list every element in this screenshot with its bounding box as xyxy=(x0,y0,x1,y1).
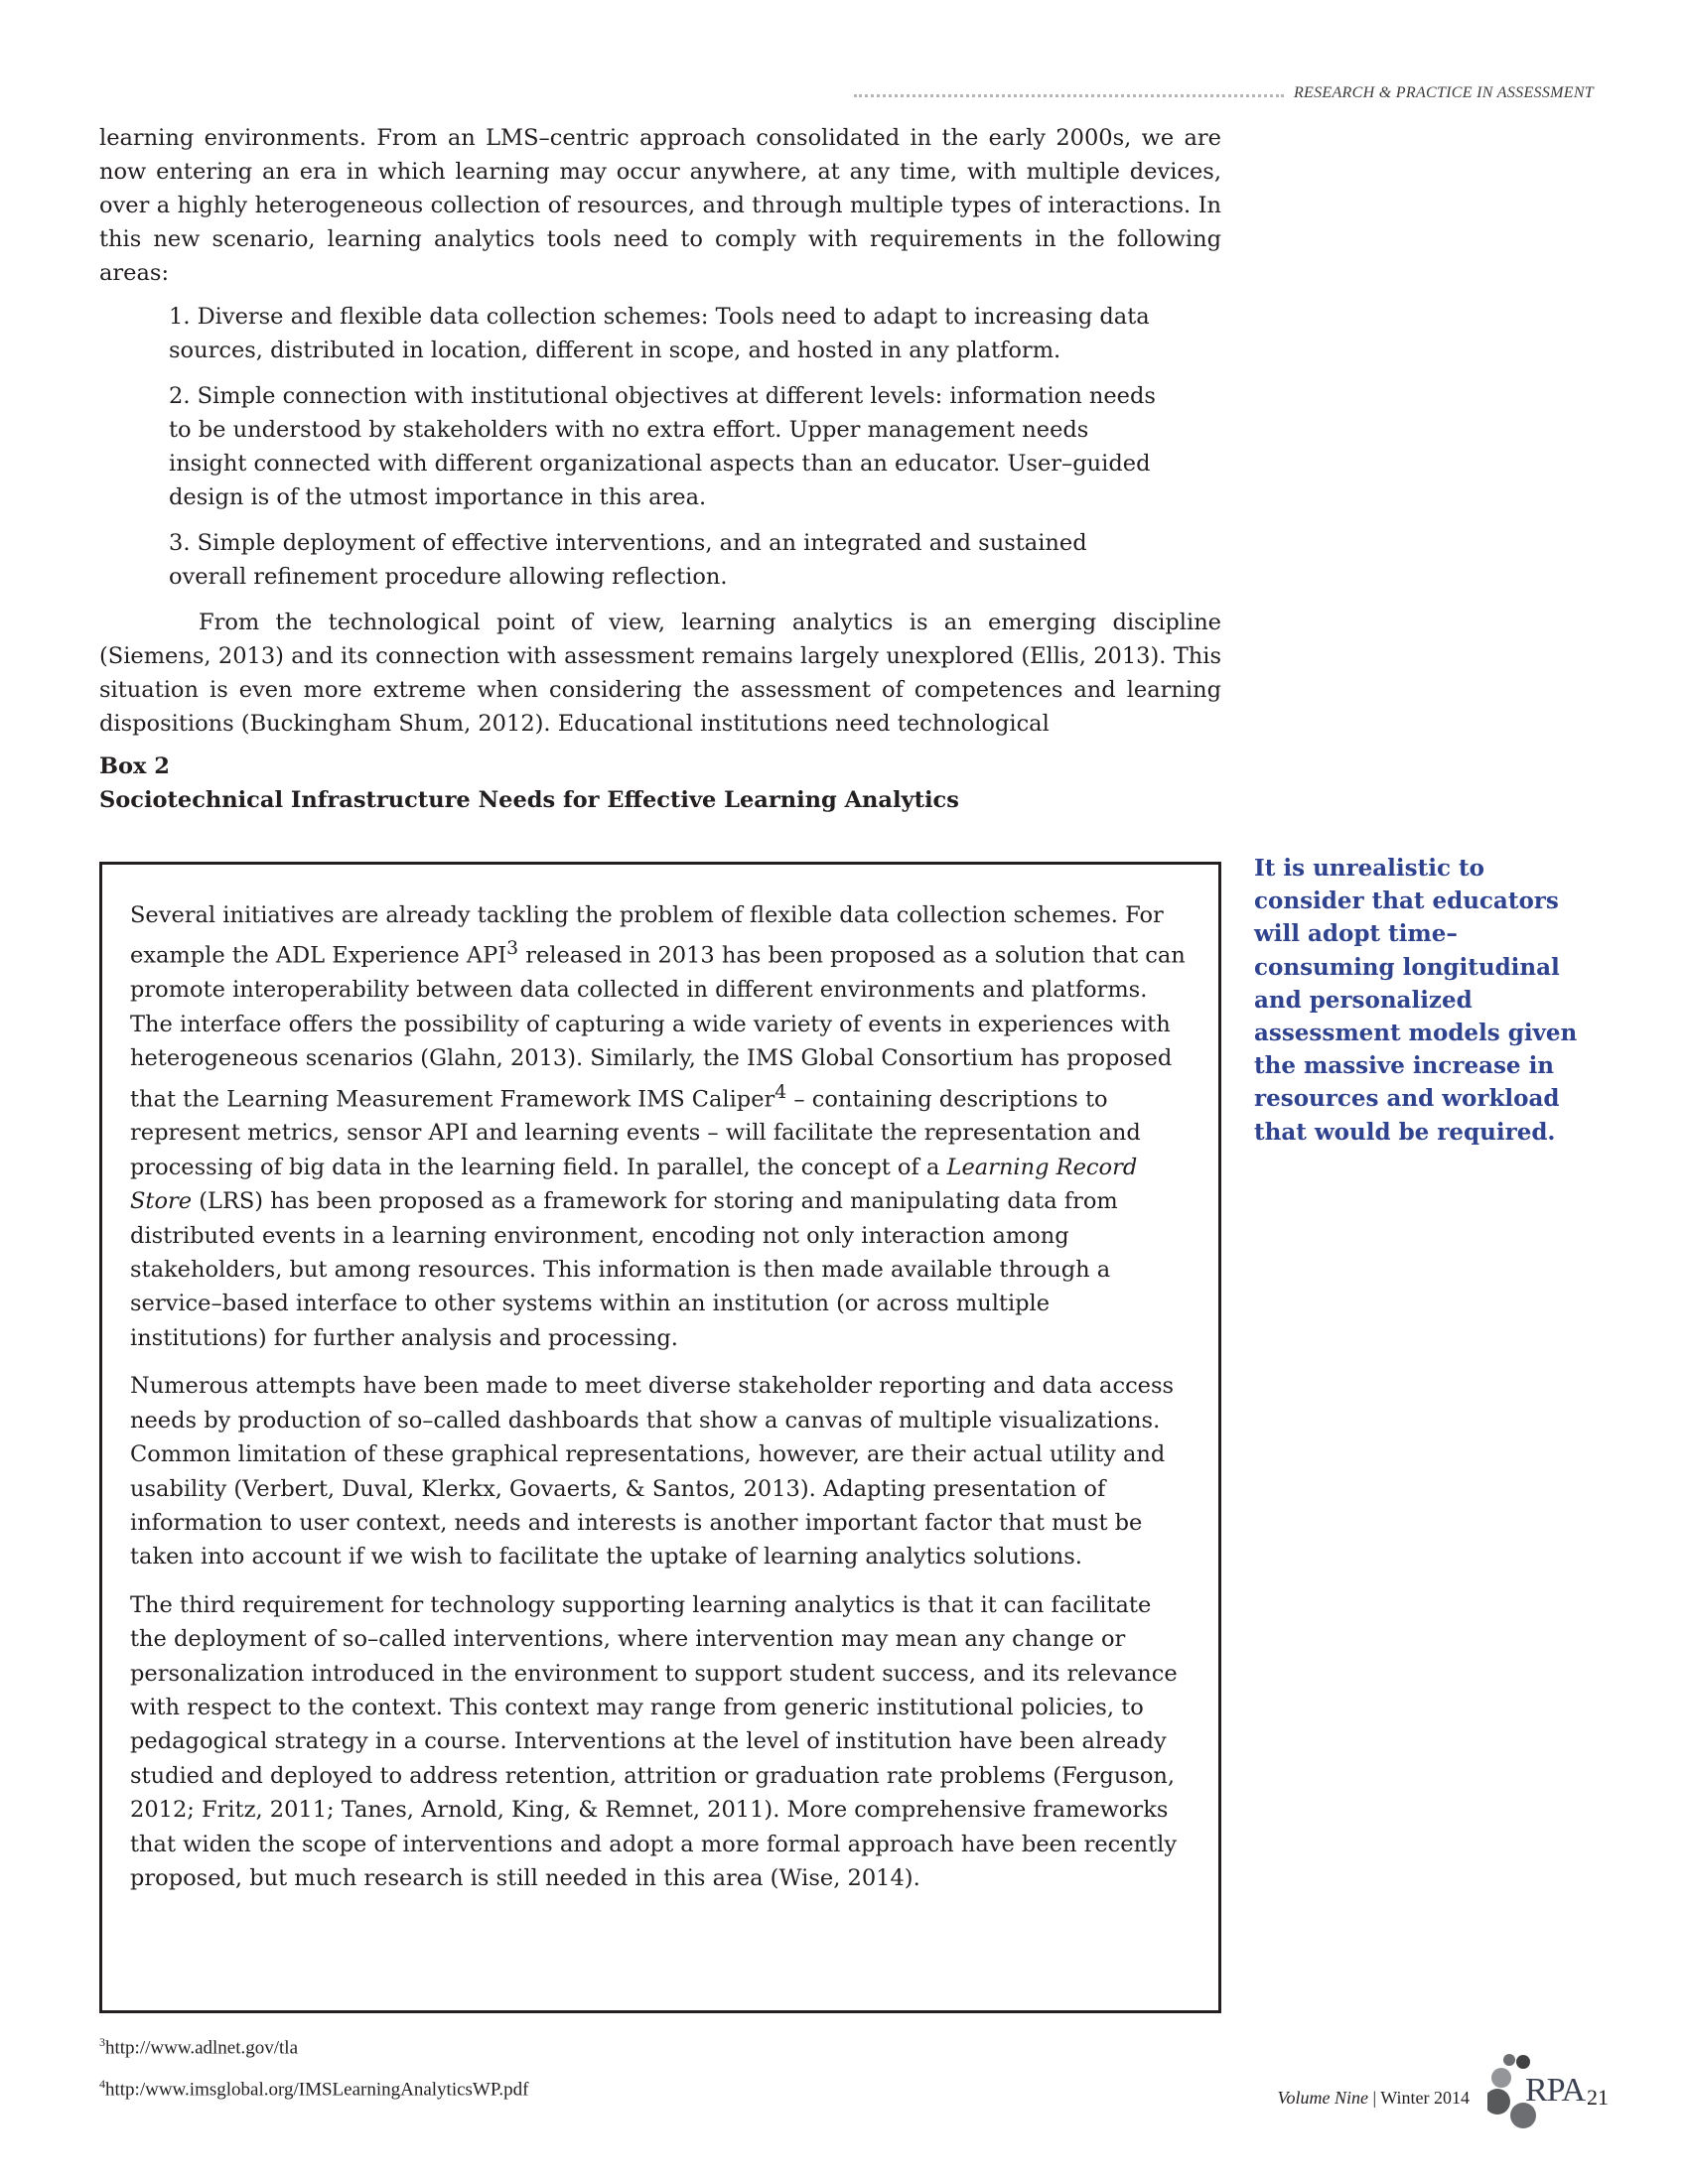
body-paragraph-1: learning environments. From an LMS–centric approach consolidated in the early 2000s, we are now entering an era in which learning may occur anywhere, at any time, with multiple devices, over a highly heterogeneous collection of resources, and through multiple types of interactions. In this new scenario, learning analytics tools need to comply with requirements in the following areas: xyxy=(99,125,1221,286)
footnote-ref-4: 4 xyxy=(774,1081,787,1103)
box-label: Box 2 xyxy=(99,753,170,779)
box-p1-text-b: released in 2013 has been proposed as a solution that can promote interoperability between data collected in different environments and platforms. The interface offers the possibility of capturing a wide variety of events in experiences with heterogeneous scenarios (Glahn, 2013). Similarly, the IMS Global Consortium has proposed that the Learning Measurement Framework IMS Caliper xyxy=(130,942,1186,1113)
requirements-list xyxy=(99,300,1221,594)
list-item: 2. Simple connection with institutional objectives at different levels: information needs to be understood by stakeholders with no extra effort. Upper management needs insight connected with different organizational aspects than an educator. User–guided design is of the utmost importance in this area. xyxy=(169,383,1156,510)
pull-quote: It is unrealistic to consider that educators will adopt time–consuming longitudinal and personalized assessment models given the massive increase in resources and workload that would be required. xyxy=(1254,855,1578,1146)
main-text xyxy=(99,121,1221,741)
footnote-link[interactable]: http:/www.imsglobal.org/IMSLearningAnalyticsWP.pdf xyxy=(105,2079,529,2101)
box-title: Sociotechnical Infrastructure Needs for Effective Learning Analytics xyxy=(99,787,959,813)
volume-season: Winter 2014 xyxy=(1380,2087,1470,2108)
box-paragraph-3: The third requirement for technology supporting learning analytics is that it can facilitate the deployment of so–called interventions, where intervention may mean any change or personalization introduced in the environment to support student success, and its relevance with respect to the context. This context may range from generic institutional policies, to pedagogical strategy in a course. Interventions at the level of institution have been already studied and deployed to address retention, attrition or graduation rate problems (Ferguson, 2012; Fritz, 2011; Tanes, Arnold, King, & Remnet, 2011). More comprehensive frameworks that widen the scope of interventions and adopt a more formal approach have been recently proposed, but much research is still needed in this area (Wise, 2014). xyxy=(130,1591,1178,1891)
box-paragraph-1 xyxy=(130,898,1193,1355)
volume-separator: | xyxy=(1367,2087,1381,2108)
box-paragraph-2: Numerous attempts have been made to meet diverse stakeholder reporting and data access needs by production of so–called dashboards that show a canvas of multiple visualizations. Common limitation of these graphical representations, however, are their actual utility and usability (Verbert, Duval, Klerkx, Govaerts, & Santos, 2013). Adapting presentation of information to user context, needs and interests is another important factor that must be taken into account if we wish to facilitate the uptake of learning analytics solutions. xyxy=(130,1373,1175,1570)
footnote-link[interactable]: http://www.adlnet.gov/tla xyxy=(105,2037,299,2059)
rpa-logo xyxy=(1487,2050,1586,2135)
body-paragraph-2: From the technological point of view, learning analytics is an emerging discipline (Siemens, 2013) and its connection with assessment remains largely unexplored (Ellis, 2013). This situation is even more extreme when considering the assessment of competences and learning dispositions (Buckingham Shum, 2012). Educational institutions need technological xyxy=(99,610,1221,737)
footnote-4 xyxy=(99,2077,528,2101)
running-head-label: RESEARCH & PRACTICE IN ASSESSMENT xyxy=(1293,84,1594,101)
page-footer xyxy=(1277,2050,1609,2135)
box-p1-text-d: (LRS) has been proposed as a framework for storing and manipulating data from distributed events in a learning environment, encoding not only interaction among stakeholders, but among resources. This information is then made available through a service–based interface to other systems within an institution (or across multiple institutions) for further analysis and processing. xyxy=(130,1188,1118,1351)
logo-text: RPA xyxy=(1525,2072,1586,2109)
box-p1-text-c: – containing descriptions to represent metrics, sensor API and learning events – will facilitate the representation and processing of big data in the learning field. In parallel, the concept of a xyxy=(130,1086,1141,1180)
list-item: 1. Diverse and flexible data collection schemes: Tools need to adapt to increasing data sources, distributed in location, different in scope, and hosted in any platform. xyxy=(169,304,1150,363)
footnote-number: 4 xyxy=(99,2077,105,2092)
footnotes xyxy=(99,2035,528,2119)
running-header xyxy=(854,82,1594,104)
volume-name: Volume Nine xyxy=(1277,2087,1368,2108)
box-2 xyxy=(99,862,1221,2013)
box-p1-text-a: Several initiatives are already tackling the problem of flexible data collection schemes. For example the ADL Experience API xyxy=(130,902,1164,969)
page-number: 21 xyxy=(1587,2085,1609,2110)
volume-info xyxy=(1277,2088,1470,2109)
footnote-3 xyxy=(99,2035,528,2059)
box-heading xyxy=(99,750,959,817)
footnote-number: 3 xyxy=(99,2035,105,2049)
list-item: 3. Simple deployment of effective interventions, and an integrated and sustained overall refinement procedure allowing reflection. xyxy=(169,530,1087,590)
footnote-ref-3: 3 xyxy=(506,938,519,960)
header-dotted-rule xyxy=(854,94,1284,97)
lrs-term: Learning Record Store xyxy=(130,1154,1138,1215)
